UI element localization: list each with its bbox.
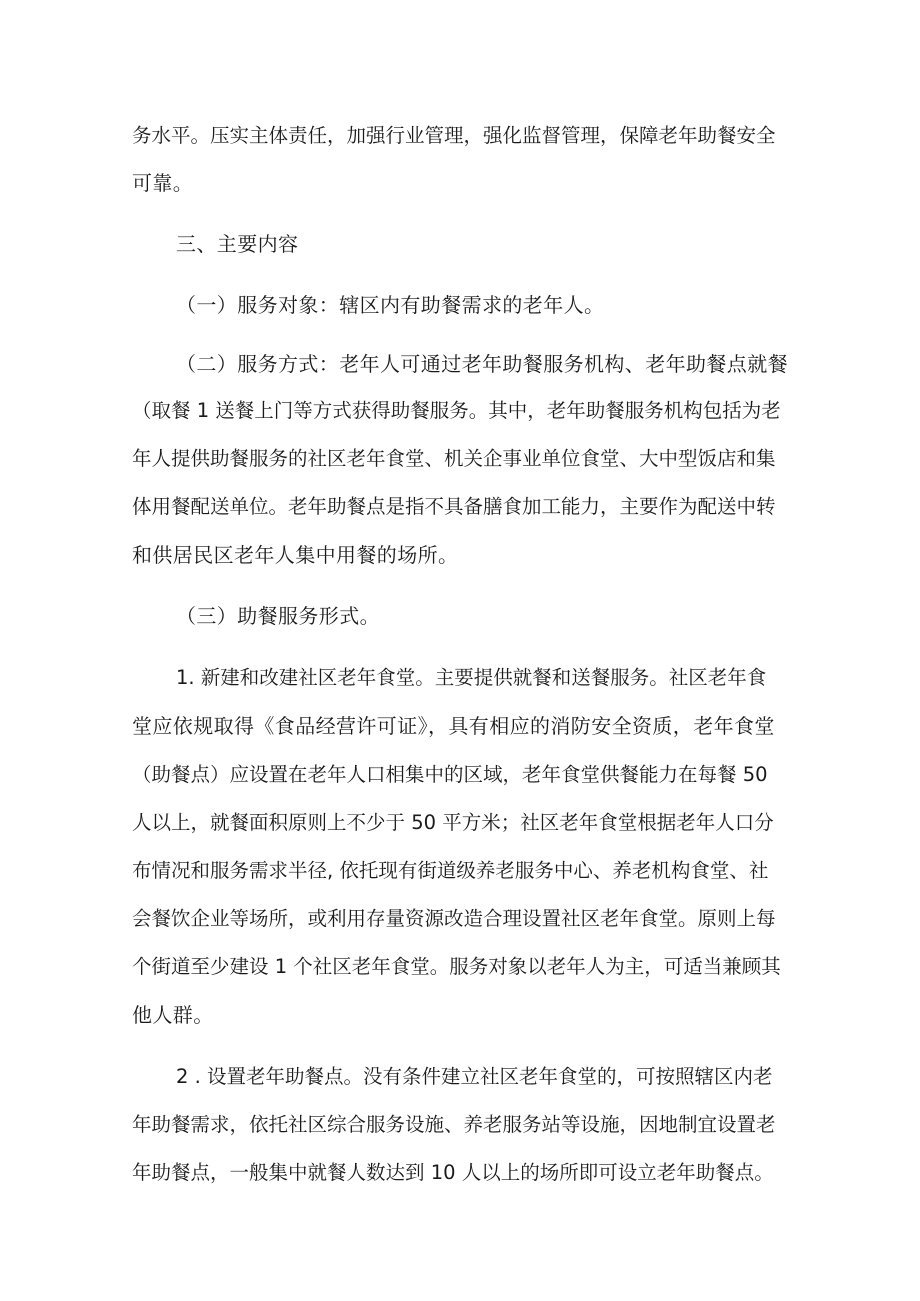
paragraph-line: 和供居民区老年人集中用餐的场所。	[132, 543, 459, 567]
paragraph-line: 2 . 设置老年助餐点。没有条件建立社区老年食堂的，可按照辖区内老	[176, 1065, 773, 1088]
paragraph-line: （取餐 1 送餐上门等方式获得助餐服务。其中，老年助餐服务机构包括为老	[132, 399, 781, 422]
paragraph-line: 人以上，就餐面积原则上不少于 50 平方米；社区老年食堂根据老年人口分	[132, 811, 774, 834]
paragraph-line: 可靠。	[132, 171, 194, 195]
paragraph-line: （二）服务方式：老年人可通过老年助餐服务机构、老年助餐点就餐	[176, 352, 788, 376]
paragraph-line: 体用餐配送单位。老年助餐点是指不具备膳食加工能力，主要作为配送中转	[132, 495, 776, 518]
paragraph-line: （助餐点）应设置在老年人口相集中的区域，老年食堂供餐能力在每餐 50	[132, 763, 768, 786]
paragraph-line: 年助餐需求，依托社区综合服务设施、养老服务站等设施，因地制宜设置老	[132, 1113, 776, 1136]
paragraph-line: 年助餐点，一般集中就餐人数达到 10 人以上的场所即可设立老年助餐点。	[132, 1161, 774, 1184]
paragraph-line: 年人提供助餐服务的社区老年食堂、机关企事业单位食堂、大中型饭店和集	[132, 447, 776, 470]
paragraph-line: 务水平。压实主体责任，加强行业管理，强化监督管理，保障老年助餐安全	[132, 124, 776, 147]
paragraph-line: 个街道至少建设 1 个社区老年食堂。服务对象以老年人为主，可适当兼顾其	[132, 955, 781, 978]
paragraph-line: 堂应依规取得《食品经营许可证》，具有相应的消防安全资质，老年食堂	[132, 714, 775, 738]
section-heading: 三、主要内容	[176, 232, 299, 256]
paragraph-line: 他人群。	[132, 1003, 214, 1027]
item-heading: （三）助餐服务形式。	[176, 604, 380, 628]
paragraph-line: 布情况和服务需求半径, 依托现有街道级养老服务中心、养老机构食堂、社	[132, 859, 769, 882]
paragraph-line: 1. 新建和改建社区老年食堂。主要提供就餐和送餐服务。社区老年食	[176, 666, 767, 689]
item-heading: （一）服务对象：辖区内有助餐需求的老年人。	[176, 293, 605, 317]
paragraph-line: 会餐饮企业等场所，或利用存量资源改造合理设置社区老年食堂。原则上每	[132, 907, 776, 930]
